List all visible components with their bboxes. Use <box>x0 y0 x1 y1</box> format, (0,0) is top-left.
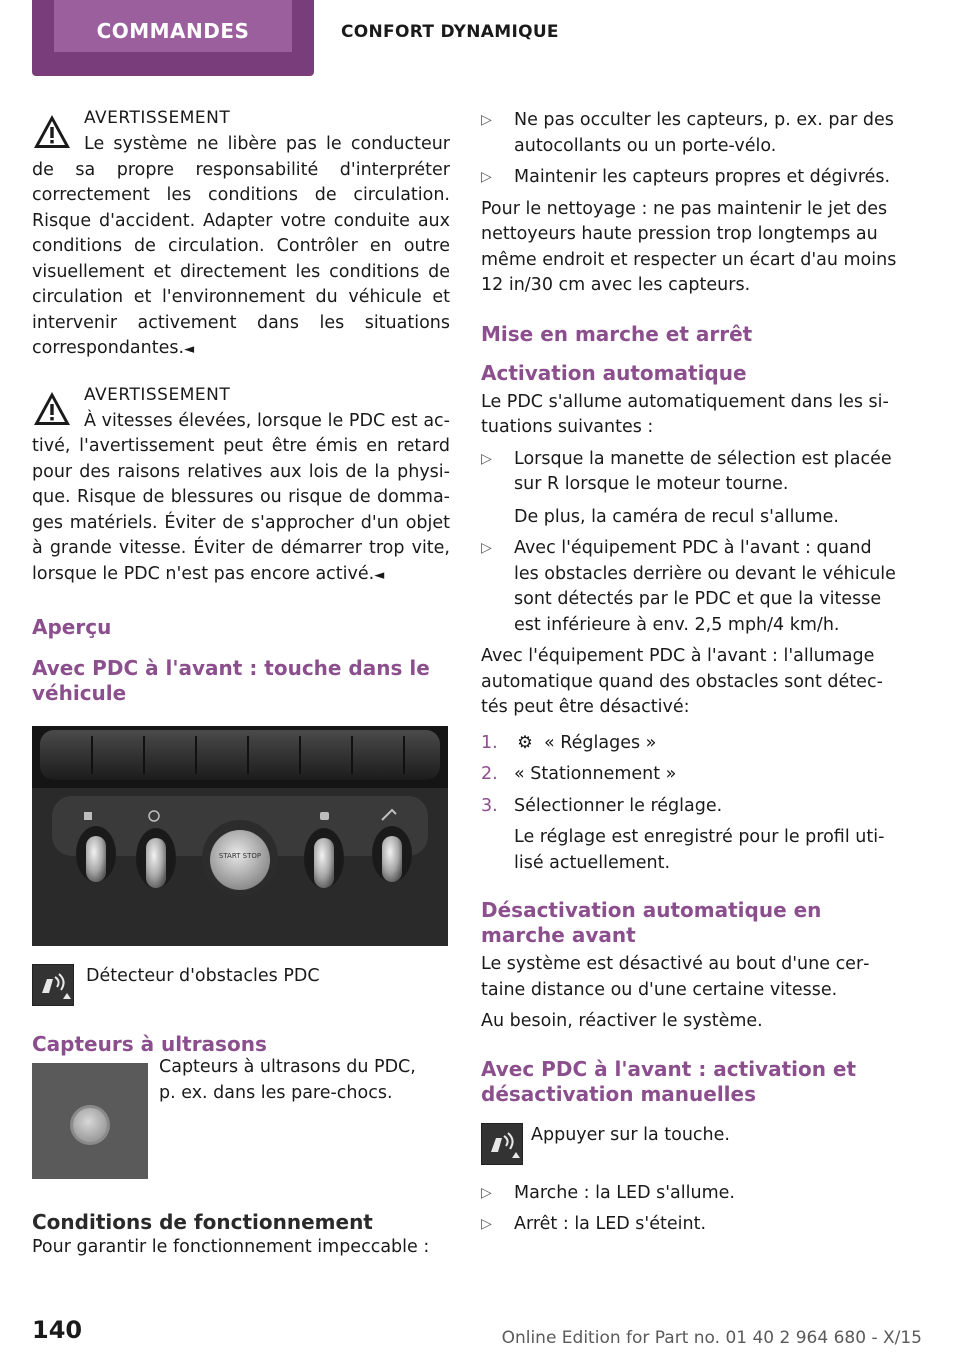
heading-front-pdc: Avec PDC à l'avant : touche dans le véhicule <box>32 656 430 705</box>
start-stop-label: START STOP <box>218 852 262 860</box>
triangle-right-icon: ▷ <box>481 450 492 467</box>
heading-conditions: Conditions de fonctionnement <box>32 1210 373 1234</box>
gear-icon: ⚙ <box>517 732 533 753</box>
auto-off-text-1: Le système est désactivé au bout d'une certaine distance ou d'une certaine vitesse. <box>481 954 870 1000</box>
cleaning-text: Pour le nettoyage : ne pas maintenir le jet des nettoyeurs haute pression trop longtemps au même endroit et respecter un écart d'au moins 12 in/30 cm avec les capteurs. <box>481 198 897 295</box>
warning-block-1 <box>32 108 450 363</box>
warning-text: À vitesses élevées, lorsque le PDC est activé, l'avertissement peut être émis en retard pour des raisons relatives aux lois de la physique. Risque de blessures ou risque de dommages matériels. Éviter de s'approcher d'un objet à grande vitesse. Éviter de démarrer trop vite, lorsque le PDC n'est pas encore activé.◄ <box>32 410 450 584</box>
list-item: ▷ Lorsque la manette de sélection est placée sur R lorsque le moteur tourne. De plus, la caméra de recul s'allume. <box>481 448 892 527</box>
edition-note: Online Edition for Part no. 01 40 2 964 680 - X/15 <box>501 1328 922 1348</box>
left-column <box>32 108 450 1261</box>
sensors-row <box>32 1057 450 1181</box>
end-mark: ◄ <box>374 567 385 583</box>
manual-caption-row <box>481 1123 901 1165</box>
parking-distance-icon <box>481 1123 523 1165</box>
chapter-tab <box>32 0 314 76</box>
warning-block-2 <box>32 385 450 589</box>
warning-title: AVERTISSEMENT <box>84 108 231 128</box>
dashboard-switches-photo <box>32 726 448 946</box>
warning-triangle-icon <box>32 112 72 152</box>
triangle-right-icon: ▷ <box>481 1216 492 1232</box>
auto-text: Le PDC s'allume automatiquement dans les situations suivantes : <box>481 391 889 437</box>
page-header <box>0 0 960 76</box>
triangle-right-icon: ▷ <box>481 169 492 185</box>
list-item: ▷ Marche : la LED s'allume. <box>481 1181 901 1207</box>
warning-text: Le système ne libère pas le conducteur de sa propre responsabilité d'interpréter correctement les conditions de circulation. Risque d'accident. Adapter votre conduite aux conditions de circulation. Contrôler en outre visuellement et directement les conditions de circulation et l'environnement du véhicule et intervenir activement dans les situations correspondantes.◄ <box>32 134 450 358</box>
step-item: 3. Sélectionner le réglage. Le réglage est enregistré pour le profil utilisé actuellement. <box>481 795 885 873</box>
triangle-right-icon: ▷ <box>481 1184 492 1201</box>
conditions-text: Pour garantir le fonctionnement impeccable : <box>32 1237 430 1257</box>
right-column <box>481 108 901 1238</box>
ultrasonic-sensor-photo <box>32 1063 148 1179</box>
parking-distance-icon <box>32 964 74 1006</box>
heading-sensors: Capteurs à ultrasons <box>32 1032 267 1056</box>
page-number: 140 <box>32 1316 83 1344</box>
heading-on-off: Mise en marche et arrêt <box>481 321 753 346</box>
chapter-title: COMMANDES <box>54 0 292 52</box>
heading-manual: Avec PDC à l'avant : activation et désactivation manuelles <box>481 1056 857 1106</box>
step-item: 2. « Stationnement » <box>481 764 677 784</box>
list-item: ▷ Ne pas occulter les capteurs, p. ex. par des autocollants ou un porte-vélo. <box>481 110 894 156</box>
warning-title: AVERTISSEMENT <box>84 384 231 405</box>
warning-triangle-icon <box>32 389 72 429</box>
heading-auto-activation: Activation automatique <box>481 360 747 385</box>
heading-overview: Aperçu <box>32 615 112 639</box>
deactivate-text: Avec l'équipement PDC à l'avant : l'allumage automatique quand des obstacles sont détectés peut être désactivé: <box>481 646 883 717</box>
section-title: CONFORT DYNAMIQUE <box>341 22 559 42</box>
list-item: ▷ Arrêt : la LED s'éteint. <box>481 1212 901 1238</box>
step-item: 1. ⚙ « Réglages » <box>481 731 901 757</box>
auto-off-text-2: Au besoin, réactiver le système. <box>481 1011 763 1031</box>
list-item: ▷ Maintenir les capteurs propres et dégivrés. <box>481 165 901 191</box>
list-item: ▷ Avec l'équipement PDC à l'avant : quand les obstacles derrière ou devant le véhicule sont détectés par le PDC et que la vitesse est inférieure à env. 2,5 mph/4 km/h. <box>481 538 896 635</box>
triangle-right-icon: ▷ <box>481 112 492 128</box>
manual-caption: Appuyer sur la touche. <box>531 1124 730 1145</box>
pdc-caption-row <box>32 964 450 1006</box>
triangle-right-icon: ▷ <box>481 540 492 556</box>
heading-auto-deactivation: Désactivation automatique en marche avant <box>481 898 822 947</box>
end-mark: ◄ <box>184 342 195 357</box>
sensors-caption: Capteurs à ultrasons du PDC, p. ex. dans les pare-chocs. <box>159 1057 416 1103</box>
pdc-caption: Détecteur d'obstacles PDC <box>86 966 320 986</box>
